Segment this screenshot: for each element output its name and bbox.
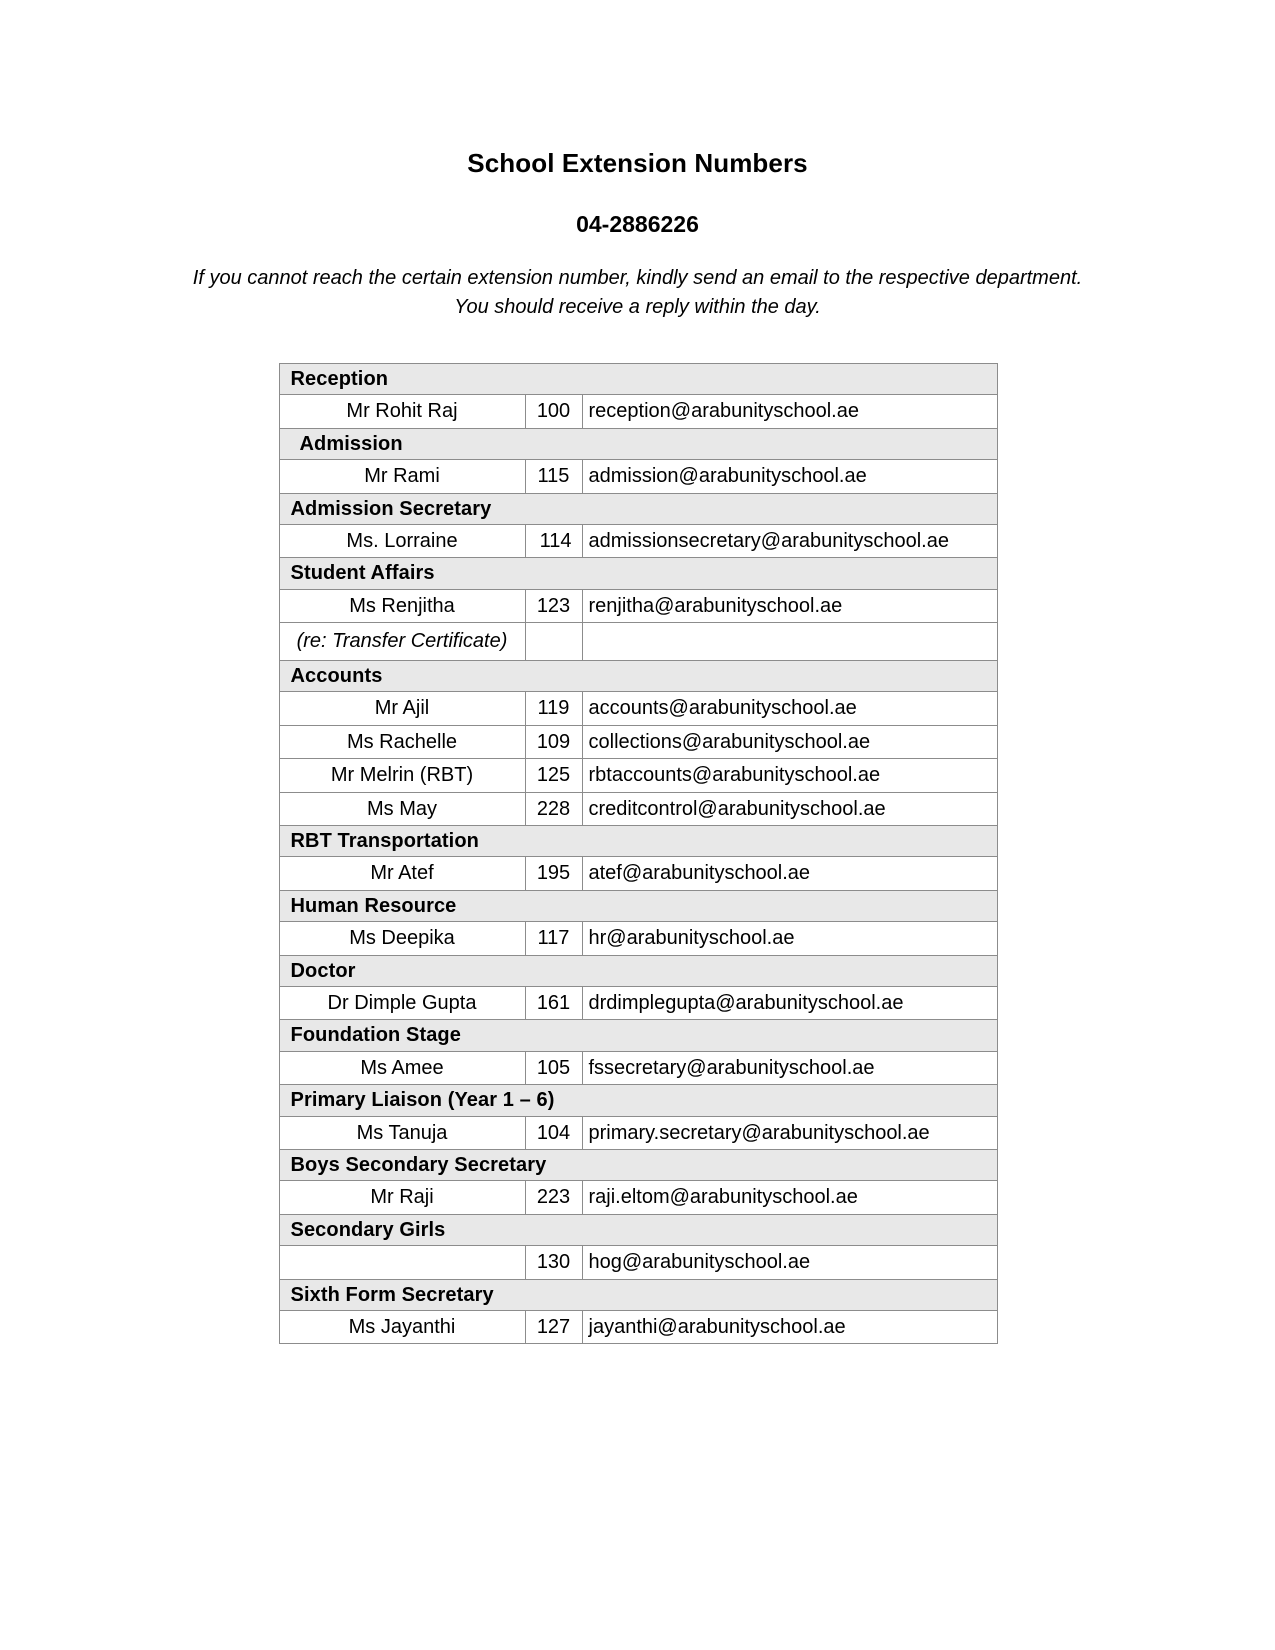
extension-number-cell: 195 xyxy=(525,857,582,890)
section-header-row xyxy=(279,1214,997,1245)
table-row xyxy=(279,1310,997,1343)
extension-number-cell: 130 xyxy=(525,1246,582,1279)
extension-number-cell: 161 xyxy=(525,987,582,1020)
contact-name-cell xyxy=(279,1246,525,1279)
contact-name-cell: Ms Deepika xyxy=(279,922,525,955)
extension-number-cell: 119 xyxy=(525,692,582,725)
section-header-row xyxy=(279,1020,997,1051)
email-address-cell: creditcontrol@arabunityschool.ae xyxy=(582,792,997,825)
table-row xyxy=(279,589,997,622)
email-address-cell: primary.secretary@arabunityschool.ae xyxy=(582,1116,997,1149)
table-row xyxy=(279,725,997,758)
table-row xyxy=(279,395,997,428)
email-address-cell: renjitha@arabunityschool.ae xyxy=(582,589,997,622)
table-row xyxy=(279,692,997,725)
contact-name-cell: Ms Jayanthi xyxy=(279,1310,525,1343)
table-row xyxy=(279,1246,997,1279)
extension-number-cell: 100 xyxy=(525,395,582,428)
extension-numbers-table xyxy=(279,363,998,1344)
extension-number-cell: 127 xyxy=(525,1310,582,1343)
section-header-row xyxy=(279,1279,997,1310)
section-header-label: Human Resource xyxy=(279,890,997,921)
section-header-label: Boys Secondary Secretary xyxy=(279,1149,997,1180)
extension-number-cell: 223 xyxy=(525,1181,582,1214)
table-row xyxy=(279,759,997,792)
section-header-row xyxy=(279,1085,997,1116)
section-header-row xyxy=(279,363,997,394)
email-address-cell: rbtaccounts@arabunityschool.ae xyxy=(582,759,997,792)
section-header-label: Foundation Stage xyxy=(279,1020,997,1051)
extension-number-cell: 104 xyxy=(525,1116,582,1149)
email-address-cell: raji.eltom@arabunityschool.ae xyxy=(582,1181,997,1214)
contact-name-cell: Mr Atef xyxy=(279,857,525,890)
section-header-row xyxy=(279,493,997,524)
extension-number-cell: 109 xyxy=(525,725,582,758)
table-row xyxy=(279,792,997,825)
document-header xyxy=(0,0,1275,323)
email-address-cell: hog@arabunityschool.ae xyxy=(582,1246,997,1279)
email-address-cell: drdimplegupta@arabunityschool.ae xyxy=(582,987,997,1020)
email-address-cell: atef@arabunityschool.ae xyxy=(582,857,997,890)
section-header-label: Student Affairs xyxy=(279,558,997,589)
extension-number-cell: 123 xyxy=(525,589,582,622)
extension-number-cell: 125 xyxy=(525,759,582,792)
instruction-note-line-2: You should receive a reply within the day. xyxy=(454,296,821,319)
extension-number-cell xyxy=(525,623,582,661)
table-row xyxy=(279,1181,997,1214)
section-header-label: Reception xyxy=(279,363,997,394)
section-header-label: Primary Liaison (Year 1 – 6) xyxy=(279,1085,997,1116)
extension-number-cell: 117 xyxy=(525,922,582,955)
section-header-row xyxy=(279,661,997,692)
instruction-note-line-1: If you cannot reach the certain extension number, kindly send an email to the respective department. xyxy=(192,266,1083,289)
table-row xyxy=(279,460,997,493)
section-header-label: Admission xyxy=(279,428,997,459)
contact-name-cell: (re: Transfer Certificate) xyxy=(279,623,525,661)
email-address-cell: jayanthi@arabunityschool.ae xyxy=(582,1310,997,1343)
email-address-cell: admissionsecretary@arabunityschool.ae xyxy=(582,524,997,557)
table-row xyxy=(279,922,997,955)
section-header-row xyxy=(279,890,997,921)
section-header-label: RBT Transportation xyxy=(279,826,997,857)
contact-name-cell: Ms Tanuja xyxy=(279,1116,525,1149)
contact-name-cell: Dr Dimple Gupta xyxy=(279,987,525,1020)
section-header-row xyxy=(279,558,997,589)
extension-number-cell: 114 xyxy=(525,524,582,557)
section-header-label: Doctor xyxy=(279,955,997,986)
email-address-cell: collections@arabunityschool.ae xyxy=(582,725,997,758)
section-header-label: Secondary Girls xyxy=(279,1214,997,1245)
contact-name-cell: Ms Renjitha xyxy=(279,589,525,622)
section-header-label: Accounts xyxy=(279,661,997,692)
email-address-cell: fssecretary@arabunityschool.ae xyxy=(582,1051,997,1084)
contact-name-cell: Ms Rachelle xyxy=(279,725,525,758)
contact-name-cell: Mr Ajil xyxy=(279,692,525,725)
table-row xyxy=(279,623,997,661)
section-header-row xyxy=(279,1149,997,1180)
section-header-label: Sixth Form Secretary xyxy=(279,1279,997,1310)
table-row xyxy=(279,1051,997,1084)
table-row xyxy=(279,857,997,890)
table-row xyxy=(279,987,997,1020)
contact-name-cell: Ms. Lorraine xyxy=(279,524,525,557)
email-address-cell xyxy=(582,623,997,661)
extension-table-container xyxy=(279,323,997,1344)
contact-name-cell: Ms May xyxy=(279,792,525,825)
section-header-row xyxy=(279,428,997,459)
contact-name-cell: Ms Amee xyxy=(279,1051,525,1084)
email-address-cell: admission@arabunityschool.ae xyxy=(582,460,997,493)
email-address-cell: accounts@arabunityschool.ae xyxy=(582,692,997,725)
email-address-cell: hr@arabunityschool.ae xyxy=(582,922,997,955)
table-row xyxy=(279,1116,997,1149)
section-header-label: Admission Secretary xyxy=(279,493,997,524)
extension-number-cell: 105 xyxy=(525,1051,582,1084)
extension-number-cell: 228 xyxy=(525,792,582,825)
contact-name-cell: Mr Raji xyxy=(279,1181,525,1214)
instruction-note xyxy=(0,239,1275,323)
contact-name-cell: Mr Rohit Raj xyxy=(279,395,525,428)
contact-name-cell: Mr Rami xyxy=(279,460,525,493)
page-title: School Extension Numbers xyxy=(467,148,808,178)
section-header-row xyxy=(279,955,997,986)
contact-name-cell: Mr Melrin (RBT) xyxy=(279,759,525,792)
section-header-row xyxy=(279,826,997,857)
school-phone-number: 04-2886226 xyxy=(576,211,699,238)
table-row xyxy=(279,524,997,557)
extension-number-cell: 115 xyxy=(525,460,582,493)
email-address-cell: reception@arabunityschool.ae xyxy=(582,395,997,428)
